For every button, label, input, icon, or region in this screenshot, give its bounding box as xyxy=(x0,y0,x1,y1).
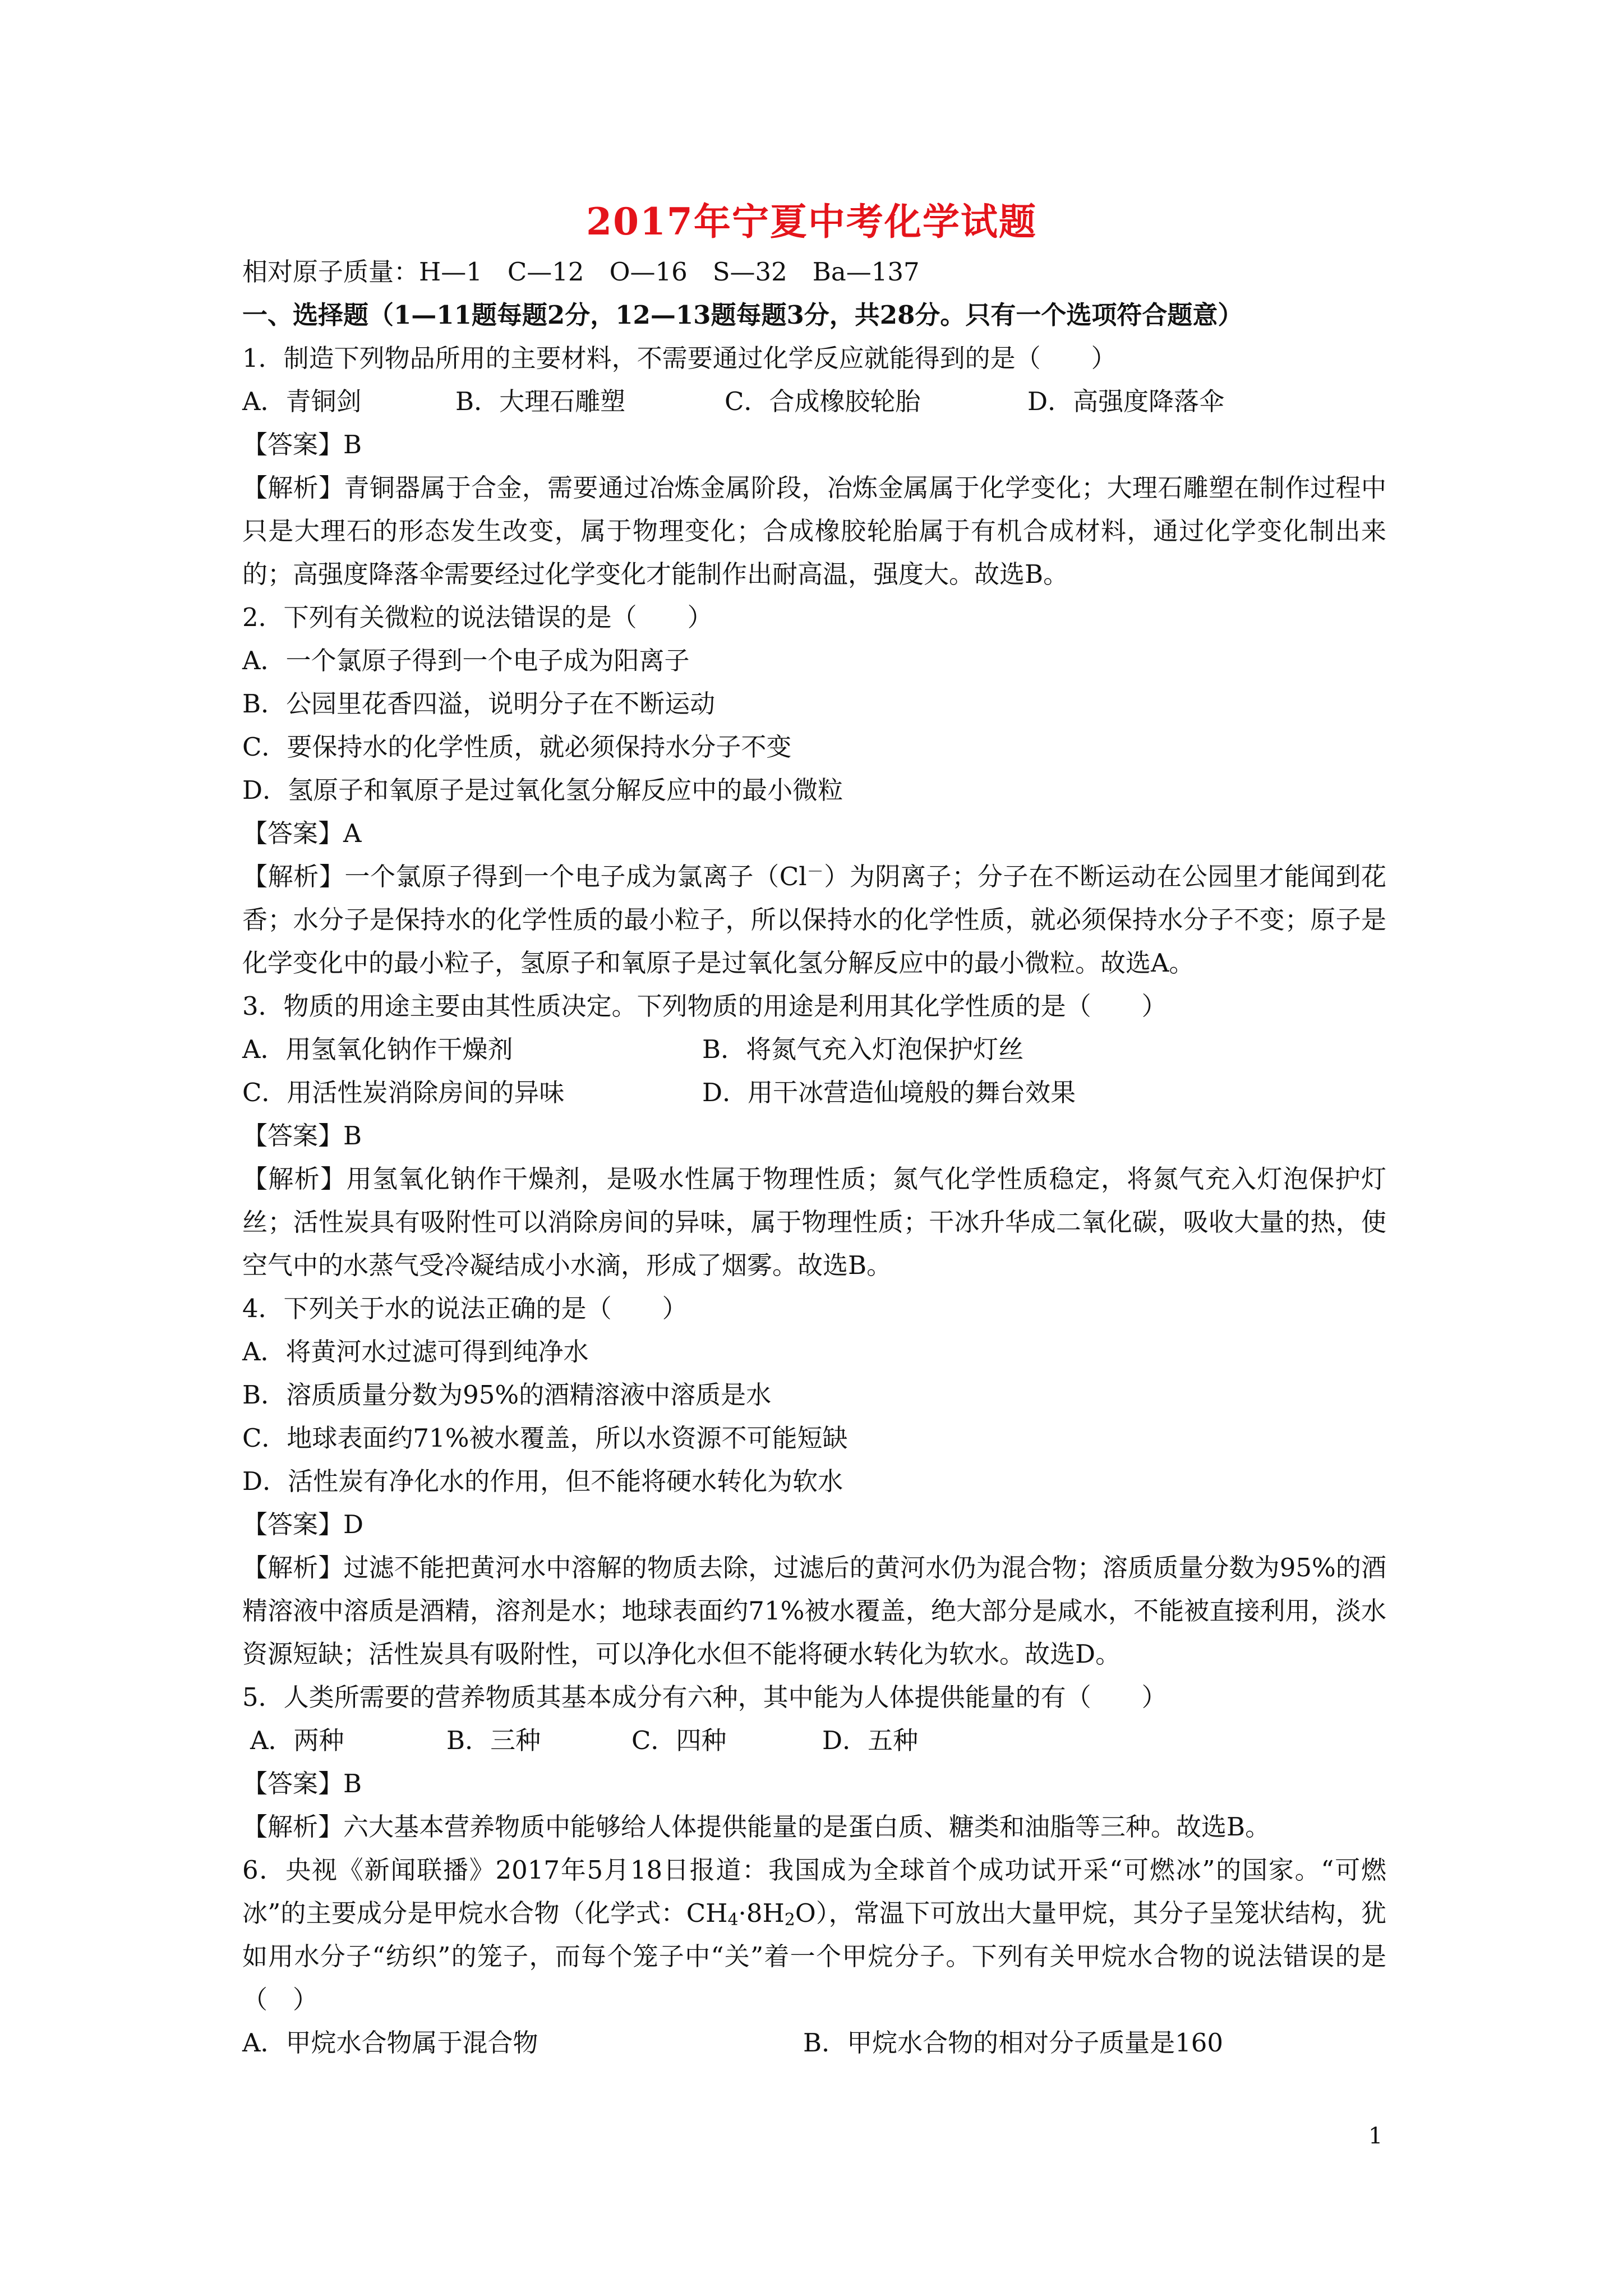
question-4-stem: 4．下列关于水的说法正确的是（ ） xyxy=(242,1294,688,1323)
subscript: 4 xyxy=(727,1910,739,1930)
question-6-stem xyxy=(242,1848,1386,2021)
option-b: B．三种 xyxy=(446,1726,541,1755)
option-b: B．甲烷水合物的相对分子质量是160 xyxy=(803,2028,1223,2058)
option-c: C．用活性炭消除房间的异味 xyxy=(242,1078,565,1107)
option-a: A．将黄河水过滤可得到纯净水 xyxy=(242,1337,589,1366)
question-3-answer: 【答案】B xyxy=(242,1121,362,1151)
option-d: D．氢原子和氧原子是过氧化氢分解反应中的最小微粒 xyxy=(242,775,843,805)
option-b: B．公园里花香四溢，说明分子在不断运动 xyxy=(242,689,716,719)
question-3-options-row-1 xyxy=(242,1028,1386,1071)
question-3-stem: 3．物质的用途主要由其性质决定。下列物质的用途是利用其化学性质的是（ ） xyxy=(242,991,1167,1021)
option-d: D．活性炭有净化水的作用，但不能将硬水转化为软水 xyxy=(242,1466,843,1496)
question-2-stem: 2．下列有关微粒的说法错误的是（ ） xyxy=(242,602,713,632)
page-number: 1 xyxy=(1368,2123,1383,2149)
atomic-mass-line: 相对原子质量：H—1 C—12 O—16 S—32 Ba—137 xyxy=(242,257,920,287)
option-c: C．四种 xyxy=(631,1726,727,1755)
subscript: 2 xyxy=(784,1910,795,1930)
option-b: B．大理石雕塑 xyxy=(455,386,626,416)
question-3-analysis: 【解析】用氢氧化钠作干燥剂，是吸水性属于物理性质；氮气化学性质稳定，将氮气充入灯泡保护灯丝；活性炭具有吸附性可以消除房间的异味，属于物理性质；干冰升华成二氧化碳，吸收大量的热，使空气中的水蒸气受冷凝结成小水滴，形成了烟雾。故选B。 xyxy=(242,1164,1386,1280)
question-2-answer: 【答案】A xyxy=(242,818,362,848)
document-body xyxy=(242,250,1386,2064)
option-b: B．将氮气充入灯泡保护灯丝 xyxy=(702,1034,1024,1064)
option-d: D．用干冰营造仙境般的舞台效果 xyxy=(702,1078,1076,1107)
option-a: A．青铜剑 xyxy=(242,386,362,416)
question-1-answer: 【答案】B xyxy=(242,430,362,459)
question-5-options xyxy=(242,1719,1386,1762)
ion-charge: － xyxy=(806,862,824,882)
section-heading: 一、选择题（1—11题每题2分，12—13题每题3分，共28分。只有一个选项符合题意） xyxy=(242,300,1243,330)
option-a: A．用氢氧化钠作干燥剂 xyxy=(242,1034,513,1064)
option-d: D．高强度降落伞 xyxy=(1027,386,1225,416)
option-d: D．五种 xyxy=(822,1726,919,1755)
question-1-analysis: 【解析】青铜器属于合金，需要通过冶炼金属阶段，冶炼金属属于化学变化；大理石雕塑在制作过程中只是大理石的形态发生改变，属于物理变化；合成橡胶轮胎属于有机合成材料，通过化学变化制出来的；高强度降落伞需要经过化学变化才能制作出耐高温，强度大。故选B。 xyxy=(242,473,1386,589)
question-5-stem: 5．人类所需要的营养物质其基本成分有六种，其中能为人体提供能量的有（ ） xyxy=(242,1682,1167,1712)
question-6-options-row-1 xyxy=(242,2021,1386,2064)
question-3-options-row-2 xyxy=(242,1071,1386,1114)
question-4-analysis: 【解析】过滤不能把黄河水中溶解的物质去除，过滤后的黄河水仍为混合物；溶质质量分数为95%的酒精溶液中溶质是酒精，溶剂是水；地球表面约71%被水覆盖，绝大部分是咸水，不能被直接利用，淡水资源短缺；活性炭具有吸附性，可以净化水但不能将硬水转化为软水。故选D。 xyxy=(242,1553,1386,1669)
option-c: C．地球表面约71%被水覆盖，所以水资源不可能短缺 xyxy=(242,1423,848,1453)
question-5-answer: 【答案】B xyxy=(242,1769,362,1798)
question-1-stem: 1．制造下列物品所用的主要材料，不需要通过化学反应就能得到的是（ ） xyxy=(242,343,1117,373)
option-a: A．甲烷水合物属于混合物 xyxy=(242,2028,538,2058)
question-5-analysis: 【解析】六大基本营养物质中能够给人体提供能量的是蛋白质、糖类和油脂等三种。故选B。 xyxy=(242,1812,1271,1842)
option-c: C．要保持水的化学性质，就必须保持水分子不变 xyxy=(242,732,792,762)
analysis-text: ）为阴离子；分子在不断运动在公园里才能闻到花香；水分子是保持水的化学性质的最小粒子，所以保持水的化学性质，就必须保持水分子不变；原子是化学变化中的最小粒子，氢原子和氧原子是过氧化氢分解反应中的最小微粒。故选A。 xyxy=(242,862,1386,978)
stem-text: ·8H xyxy=(738,1898,785,1928)
question-2-analysis xyxy=(242,855,1386,984)
option-a: A．两种 xyxy=(250,1726,344,1755)
page-title: 2017年宁夏中考化学试题 xyxy=(586,200,1037,243)
analysis-text: 【解析】一个氯原子得到一个电子成为氯离子（Cl xyxy=(242,862,807,891)
option-a: A．一个氯原子得到一个电子成为阳离子 xyxy=(242,646,690,675)
question-1-options xyxy=(242,380,1386,423)
question-4-answer: 【答案】D xyxy=(242,1510,364,1539)
stem-text: O），常温下可放出大量甲烷，其分子呈笼状结构，犹如用水分子“纺织”的笼子，而每个笼子中“关”着一个甲烷分子。下列有关甲烷水合物的说法错误的是（ ） xyxy=(242,1898,1386,2014)
stem-text: 6．央视《新闻联播》2017年5月18日报道：我国成为全球首个成功试开采“可燃冰”的国家。“可燃冰”的主要成分是甲烷水合物（化学式：CH xyxy=(242,1855,1386,1928)
option-b: B．溶质质量分数为95%的酒精溶液中溶质是水 xyxy=(242,1380,772,1410)
option-c: C．合成橡胶轮胎 xyxy=(725,386,921,416)
